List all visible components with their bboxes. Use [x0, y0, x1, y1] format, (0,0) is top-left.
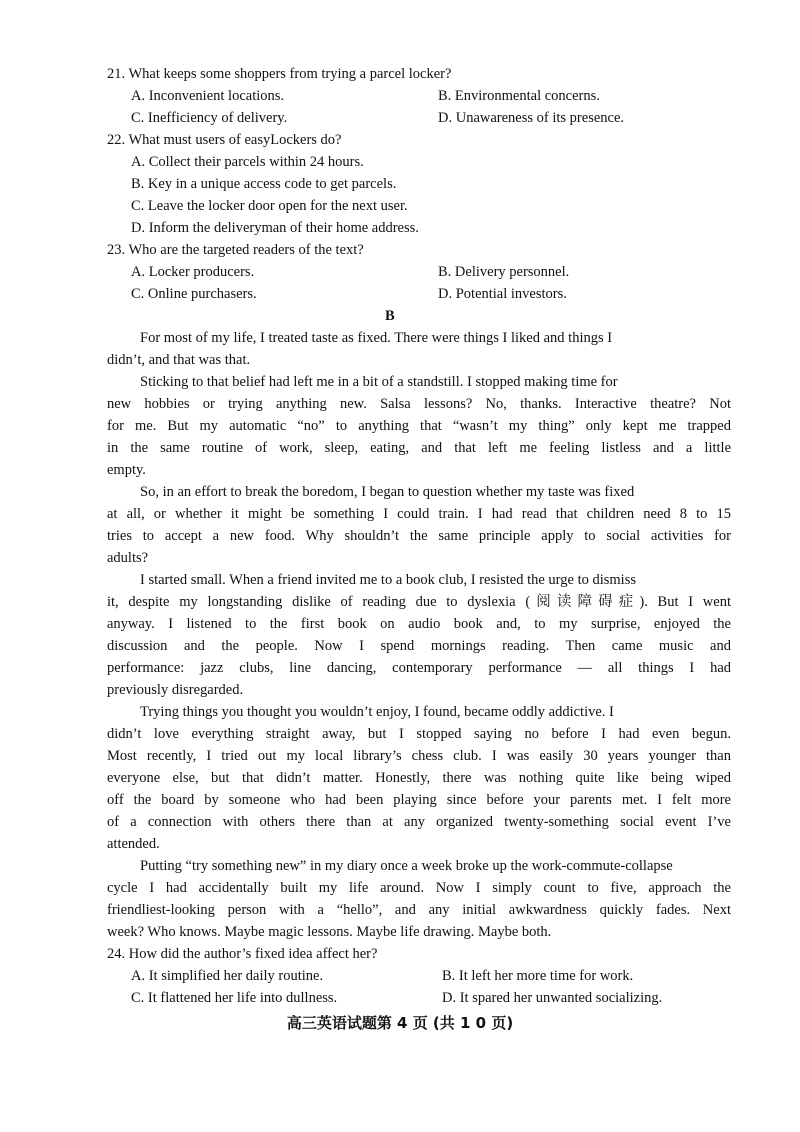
passage-line: everyone else, but that didn’t matter. Honestly, there was nothing quite like being wiped [107, 770, 731, 786]
passage-line: Trying things you thought you wouldn’t enjoy, I found, became oddly addictive. I [140, 704, 614, 720]
passage-line: I started small. When a friend invited me to a book club, I resisted the urge to dismiss [140, 572, 636, 588]
passage-line: for me. But my automatic “no” to anything that “wasn’t my thing” only kept me trapped [107, 418, 731, 434]
q24-option-b: B. It left her more time for work. [442, 968, 634, 984]
q21-option-d: D. Unawareness of its presence. [438, 110, 625, 126]
q23-option-c: C. Online purchasers. [131, 286, 257, 302]
q23-option-a: A. Locker producers. [131, 264, 255, 280]
passage-line: new hobbies or trying anything new. Salsa lessons? No, thanks. Interactive theatre? Not [107, 396, 731, 412]
passage-line: previously disregarded. [107, 682, 244, 698]
q22-option-a: A. Collect their parcels within 24 hours. [131, 154, 364, 170]
q24-option-a: A. It simplified her daily routine. [131, 968, 324, 984]
page-footer: 高三英语试题第 4 页 (共 1 0 页) [286, 1014, 514, 1032]
passage-line: anyway. I listened to the first book on audio book and, to my surprise, enjoyed the [107, 616, 731, 632]
q21-stem: 21. What keeps some shoppers from trying a parcel locker? [107, 66, 452, 82]
passage-line: performance: jazz clubs, line dancing, contemporary performance — all things I had [107, 660, 731, 676]
q23-option-b: B. Delivery personnel. [438, 264, 570, 280]
passage-line: it, despite my longstanding dislike of reading due to dyslexia (阅读障碍症). But I went [107, 594, 731, 610]
passage-line: didn’t love everything straight away, but I stopped saying no before I had even begun. [107, 726, 731, 742]
passage-line: Putting “try something new” in my diary once a week broke up the work-commute-collapse [140, 858, 673, 874]
passage-line: Sticking to that belief had left me in a bit of a standstill. I stopped making time for [140, 374, 618, 390]
passage-line: didn’t, and that was that. [107, 352, 251, 368]
q24-stem: 24. How did the author’s fixed idea affect her? [107, 946, 378, 962]
passage-line: off the board by someone who had been playing since before your parents met. I felt more [107, 792, 731, 808]
passage-line: adults? [107, 550, 149, 566]
section-heading: B [385, 308, 395, 324]
passage-line: in the same routine of work, sleep, eating, and that left me feeling listless and a little [107, 440, 731, 456]
q21-option-b: B. Environmental concerns. [438, 88, 600, 104]
passage-line: Most recently, I tried out my local library’s chess club. I was easily 30 years younger than [107, 748, 731, 764]
q24-option-c: C. It flattened her life into dullness. [131, 990, 338, 1006]
passage-line: at all, or whether it might be something I could train. I had read that children need 8 to 15 [107, 506, 731, 522]
passage-line: discussion and the people. Now I spend mornings reading. Then came music and [107, 638, 731, 654]
passage-line: tries to accept a new food. Why shouldn’t the same principle apply to social activities for [107, 528, 731, 544]
q23-option-d: D. Potential investors. [438, 286, 567, 302]
passage-line: of a connection with others there than at any organized twenty-something social event I’ve [107, 814, 731, 830]
q23-stem: 23. Who are the targeted readers of the text? [107, 242, 364, 258]
passage-line: attended. [107, 836, 160, 852]
passage-line: For most of my life, I treated taste as fixed. There were things I liked and things I [140, 330, 613, 346]
passage-line: empty. [107, 462, 146, 478]
q22-stem: 22. What must users of easyLockers do? [107, 132, 342, 148]
q22-option-d: D. Inform the deliveryman of their home address. [131, 220, 419, 236]
passage-line: week? Who knows. Maybe magic lessons. Maybe life drawing. Maybe both. [107, 924, 552, 940]
passage-line: So, in an effort to break the boredom, I began to question whether my taste was fixed [140, 484, 635, 500]
passage-line: friendliest-looking person with a “hello”, and any initial awkwardness quickly fades. Next [107, 902, 731, 918]
q24-option-d: D. It spared her unwanted socializing. [442, 990, 663, 1006]
q21-option-c: C. Inefficiency of delivery. [131, 110, 288, 126]
q22-option-c: C. Leave the locker door open for the next user. [131, 198, 408, 214]
q22-option-b: B. Key in a unique access code to get parcels. [131, 176, 397, 192]
passage-line: cycle I had accidentally built my life around. Now I simply count to five, approach the [107, 880, 731, 896]
q21-option-a: A. Inconvenient locations. [131, 88, 285, 104]
